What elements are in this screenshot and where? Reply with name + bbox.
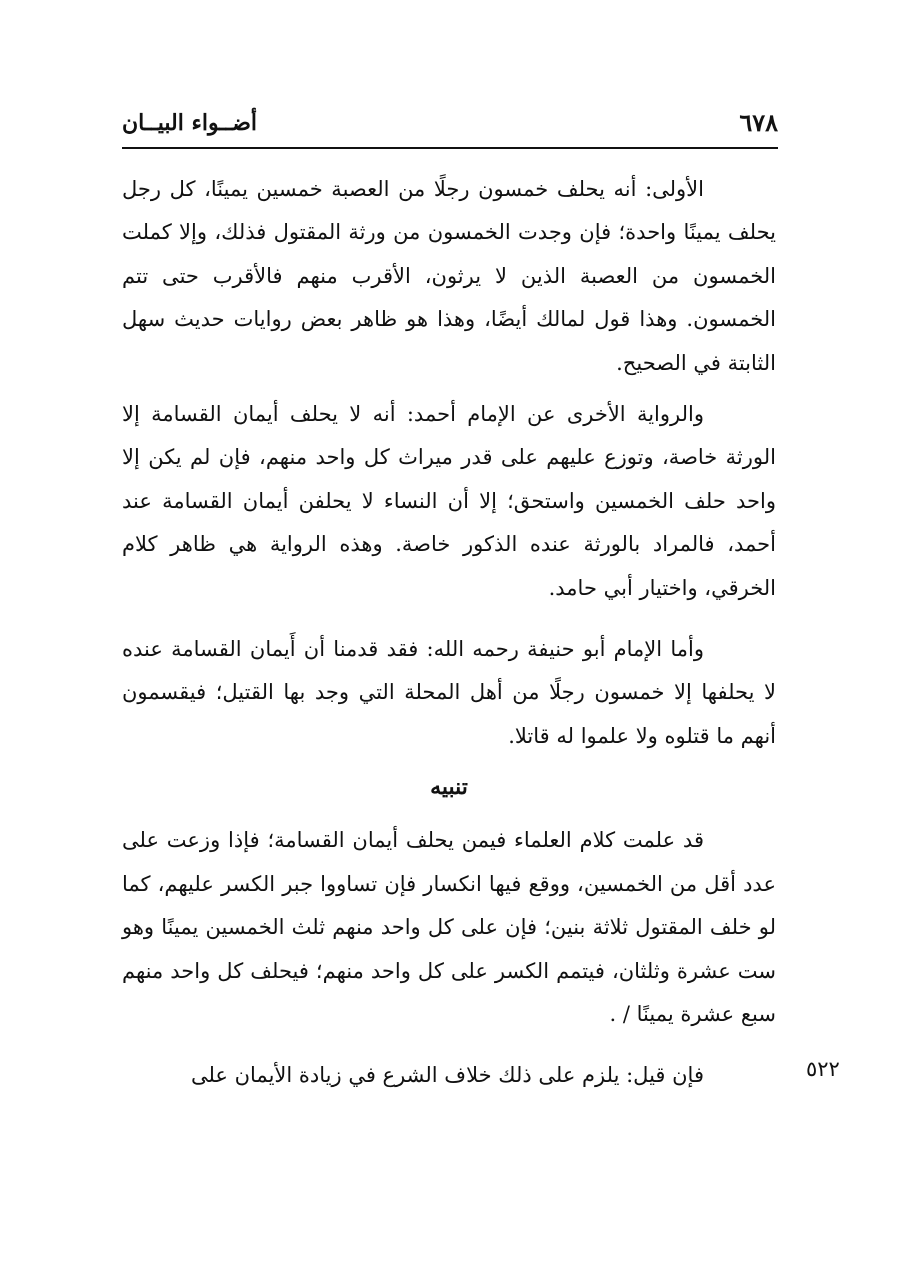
- section-heading: تنبيه: [430, 774, 468, 801]
- paragraph: الأولى: أنه يحلف خمسون رجلًا من العصبة خمسين يمينًا، كل رجل يحلف يمينًا واحدة؛ فإن وجدت الخمسون من ورثة المقتول فذلك، وإلا كملت الخمسون من العصبة الذين لا يرثون، الأقرب منهم فالأقرب حتى تتم الخمسون. وهذا قول لمالك أيضًا، وهذا هو ظاهر بعض روايات حديث سهل الثابتة في الصحيح.: [122, 177, 776, 375]
- paragraph: وأما الإمام أبو حنيفة رحمه الله: فقد قدمنا أن أَيمان القسامة عنده لا يحلفها إلا خمسون رجلًا من أهل المحلة التي وجد بها القتيل؛ فيقسمون أنهم ما قتلوه ولا علموا له قاتلا.: [122, 637, 776, 748]
- paragraph: فإن قيل: يلزم على ذلك خلاف الشرع في زيادة الأيمان على: [190, 1063, 704, 1088]
- paragraph: والرواية الأخرى عن الإمام أحمد: أنه لا يحلف أيمان القسامة إلا الورثة خاصة، وتوزع عليهم على قدر ميراث كل واحد منهم، فإن لم يكن إلا واحد حلف الخمسين واستحق؛ إلا أن النساء لا يحلفن أيمان القسامة عند أحمد، فالمراد بالورثة عنده الذكور خاصة. وهذه الرواية هي ظاهر كلام الخرقي، واختيار أبي حامد.: [122, 402, 776, 600]
- page-number: ٦٧٨: [739, 108, 778, 137]
- paragraph: قد علمت كلام العلماء فيمن يحلف أيمان القسامة؛ فإذا وزعت على عدد أقل من الخمسين، ووقع فيها انكسار فإن تساووا جبر الكسر عليهم، كما لو خلف المقتول ثلاثة بنين؛ فإن على كل واحد منهم ثلث الخمسين يمينًا وهو ست عشرة وثلثان، فيتمم الكسر على كل واحد منهم؛ فيحلف كل واحد منهم سبع عشرة يمينًا / .: [122, 828, 776, 1026]
- header-rule: [122, 147, 778, 149]
- page-body: [122, 168, 776, 1106]
- book-title: أضــواء البيــان: [122, 110, 258, 136]
- margin-page-reference: ٥٢٢: [806, 1057, 840, 1081]
- page-header: [122, 108, 778, 144]
